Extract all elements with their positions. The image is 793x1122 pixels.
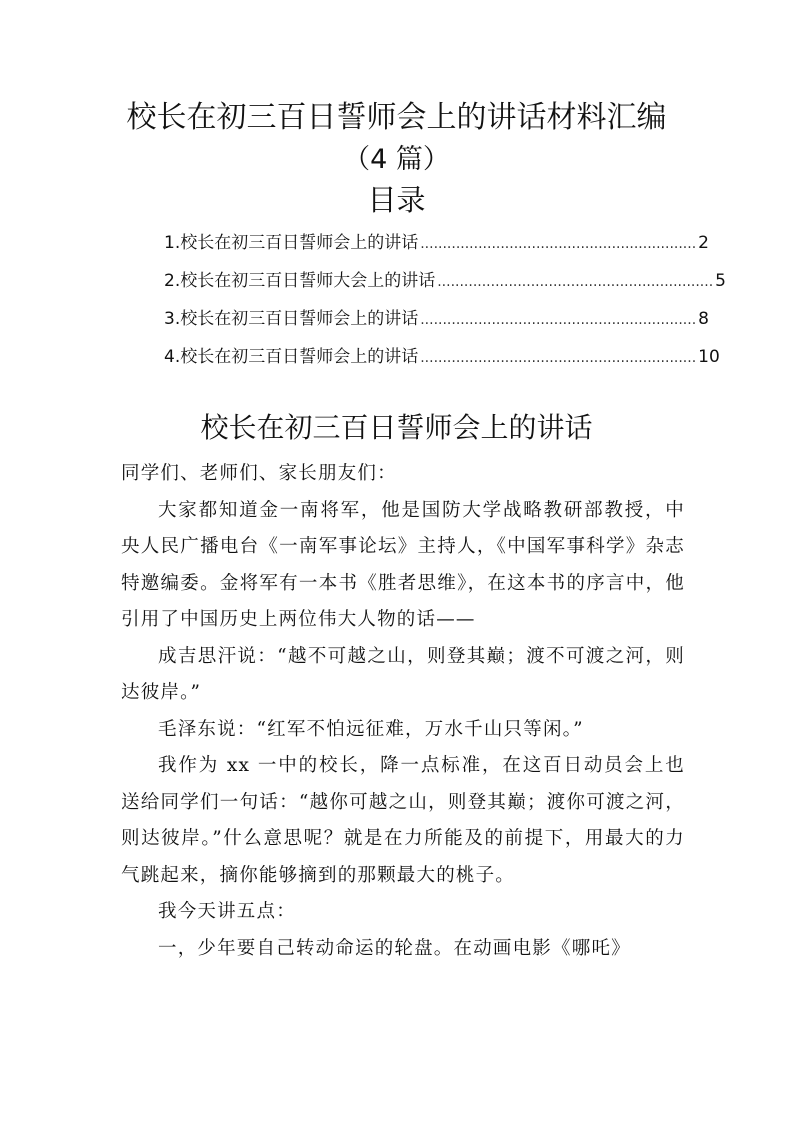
- salutation-paragraph: 同学们、老师们、家长朋友们：: [121, 463, 397, 484]
- toc-leader-dots: ..............................................................: [420, 236, 697, 252]
- section-body: [121, 456, 685, 967]
- body-paragraph: 我今天讲五点：: [158, 901, 296, 922]
- body-paragraph: 成吉思汗说：“越不可越之山，则登其巅；渡不可渡之河，则达彼岸。”: [121, 645, 685, 703]
- body-paragraph: 毛泽东说：“红军不怕远征难，万水千山只等闲。”: [158, 718, 584, 740]
- body-paragraph: 大家都知道金一南将军，他是国防大学战略教研部教授，中央人民广播电台《一南军事论坛》主持人，《中国军事科学》杂志特邀编委。金将军有一本书《胜者思维》，在这本书的序言中，他引用了中国历史上两位伟大人物的话——: [121, 499, 685, 630]
- section-title: 校长在初三百日誓师会上的讲话: [200, 411, 593, 444]
- toc-entry-page: 2: [698, 233, 709, 253]
- toc-entry-label: 1.校长在初三百日誓师会上的讲话: [164, 233, 419, 253]
- toc-leader-dots: ..............................................................: [420, 312, 697, 328]
- body-paragraph: 我作为 xx 一中的校长，降一点标准，在这百日动员会上也送给同学们一句话：“越你可越之山，则登其巅；渡你可渡之河，则达彼岸。”什么意思呢？就是在力所能及的前提下，用最大的力气跳起来，摘你能够摘到的那颗最大的桃子。: [121, 755, 685, 886]
- toc-heading: 目录: [367, 183, 426, 217]
- document-title-count: （4 篇）: [343, 144, 450, 175]
- toc-entry[interactable]: [164, 304, 709, 342]
- body-paragraph: 一，少年要自己转动命运的轮盘。在动画电影《哪吒》: [158, 937, 631, 959]
- toc-entry[interactable]: [164, 266, 726, 304]
- toc-entry-page: 10: [698, 347, 720, 367]
- toc-entry-label: 3.校长在初三百日誓师会上的讲话: [164, 309, 419, 329]
- toc-entry-label: 4.校长在初三百日誓师会上的讲话: [164, 347, 419, 367]
- toc-entry-page: 5: [715, 271, 726, 291]
- toc-entry[interactable]: [164, 228, 709, 266]
- document-title: 校长在初三百日誓师会上的讲话材料汇编: [126, 100, 667, 135]
- toc-entry[interactable]: [164, 342, 720, 380]
- toc-entry-label: 2.校长在初三百日誓师大会上的讲话: [164, 271, 436, 291]
- toc-entry-page: 8: [698, 309, 709, 329]
- toc-leader-dots: ..............................................................: [437, 274, 714, 290]
- table-of-contents: [164, 228, 726, 380]
- toc-leader-dots: ..............................................................: [420, 350, 697, 366]
